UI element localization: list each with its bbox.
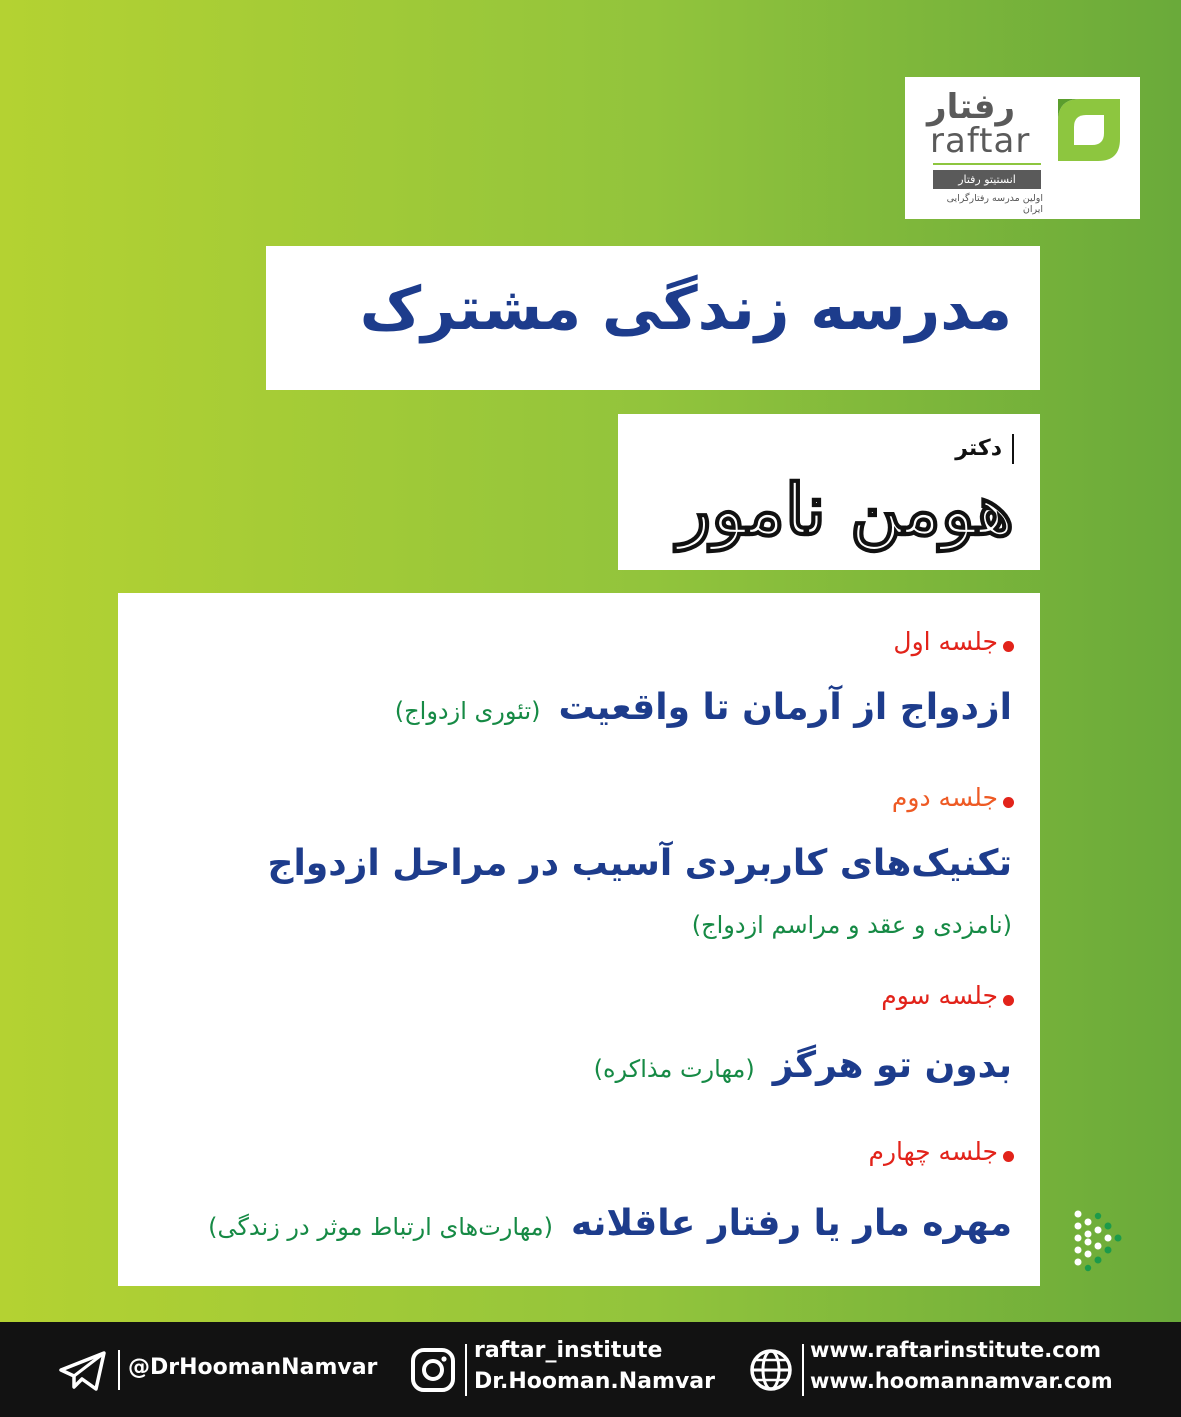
globe-icon[interactable] xyxy=(748,1347,794,1393)
logo-divider xyxy=(933,163,1041,165)
session-2-label: جلسه دوم xyxy=(891,783,998,812)
presenter-box xyxy=(618,414,1040,570)
session-4-subtitle: (مهارت‌های ارتباط موثر در زندگی) xyxy=(208,1213,553,1241)
raftar-logo-icon xyxy=(1050,91,1128,169)
session-1-topic xyxy=(395,687,1012,728)
session-3-topic xyxy=(594,1045,1012,1086)
session-3-title: بدون تو هرگز xyxy=(772,1045,1012,1086)
footer-separator xyxy=(118,1350,120,1390)
instagram-account-1[interactable]: raftar_institute xyxy=(474,1338,663,1363)
website-2[interactable]: www.hoomannamvar.com xyxy=(810,1369,1113,1393)
page-title: مدرسه زندگی مشترک xyxy=(359,274,1012,344)
session-1-label: جلسه اول xyxy=(893,627,998,656)
session-3-label: جلسه سوم xyxy=(881,981,998,1010)
title-box xyxy=(266,246,1040,390)
instagram-account-2[interactable]: Dr.Hooman.Namvar xyxy=(474,1369,715,1394)
presenter-prefix: دکتر xyxy=(955,436,1002,461)
session-3-subtitle: (مهارت مذاکره) xyxy=(593,1055,755,1083)
dotted-arrow-icon xyxy=(1072,1208,1128,1272)
session-bullet xyxy=(1003,641,1014,652)
prefix-divider xyxy=(1012,434,1014,464)
session-1-subtitle: (تئوری ازدواج) xyxy=(394,697,541,725)
footer-separator xyxy=(465,1344,467,1396)
logo-card xyxy=(905,77,1140,219)
session-2-sub-line xyxy=(692,911,1012,939)
logo-tagline: اولین مدرسه رفتارگرایی ایران xyxy=(946,193,1043,215)
telegram-icon[interactable] xyxy=(58,1350,108,1392)
session-bullet xyxy=(1003,995,1014,1006)
instagram-icon[interactable] xyxy=(410,1347,456,1393)
session-2-subtitle: (نامزدی و عقد و مراسم ازدواج) xyxy=(691,911,1012,939)
footer-bar xyxy=(0,1322,1181,1417)
logo-name-fa: رفتار xyxy=(927,87,1016,127)
session-4-label: جلسه چهارم xyxy=(868,1137,998,1166)
session-4-topic xyxy=(208,1203,1012,1244)
session-bullet xyxy=(1003,797,1014,808)
footer-separator xyxy=(802,1344,804,1396)
presenter-name: هومن نامور xyxy=(677,468,1014,551)
session-2-topic xyxy=(268,843,1012,884)
website-1[interactable]: www.raftarinstitute.com xyxy=(810,1338,1101,1362)
logo-institute: انستیتو رفتار xyxy=(933,170,1041,189)
session-4-title: مهره مار یا رفتار عاقلانه xyxy=(571,1203,1012,1244)
session-2-title: تکنیک‌های کاربردی آسیب در مراحل ازدواج xyxy=(267,843,1012,884)
session-bullet xyxy=(1003,1151,1014,1162)
session-1-title: ازدواج از آرمان تا واقعیت xyxy=(558,687,1012,728)
logo-name-en: raftar xyxy=(930,121,1031,161)
sessions-box xyxy=(118,593,1040,1286)
telegram-handle[interactable]: @DrHoomanNamvar xyxy=(128,1355,378,1380)
